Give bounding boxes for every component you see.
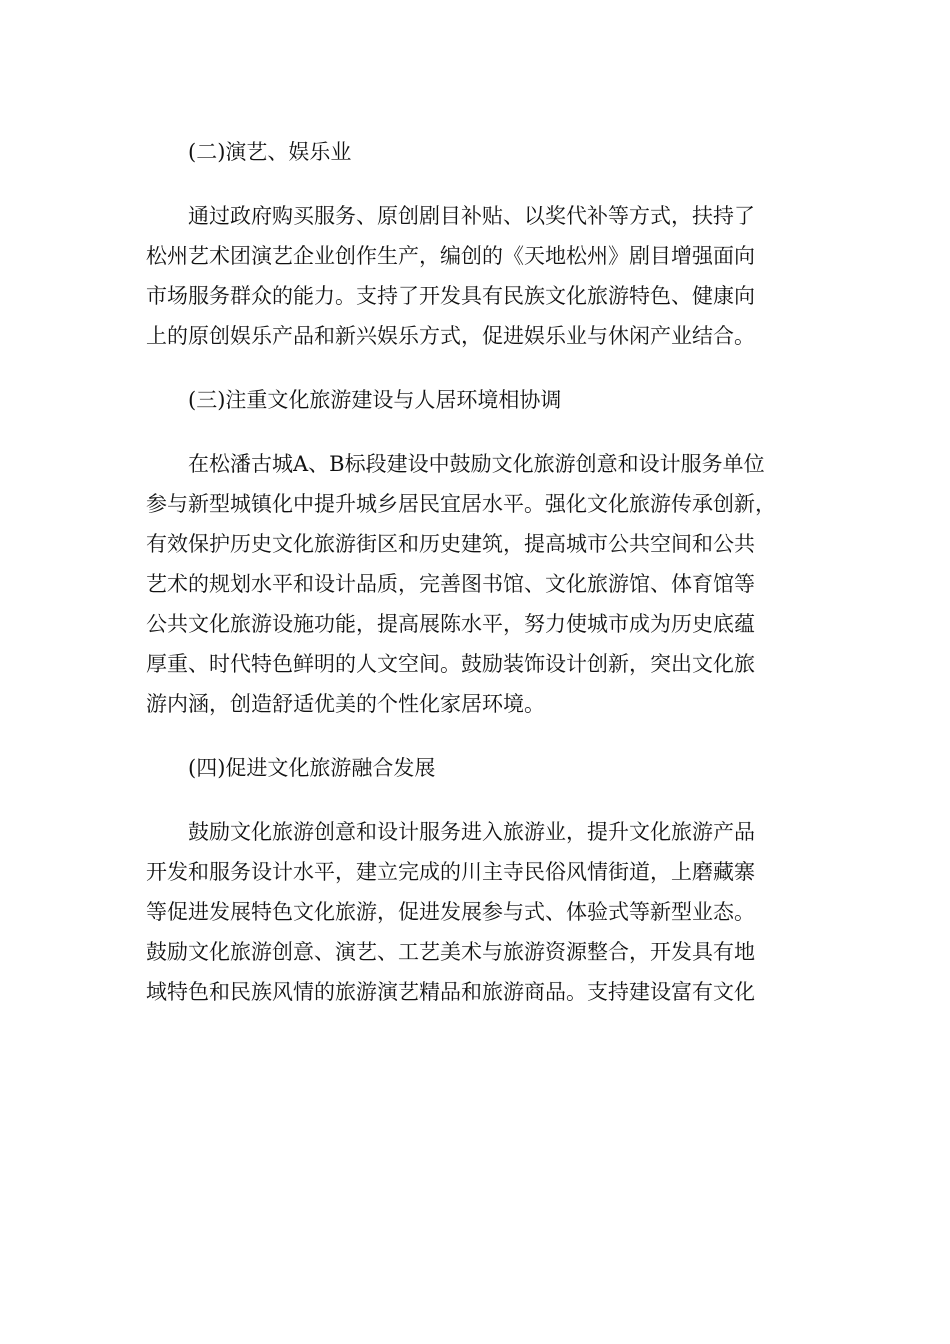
paragraph-line: 鼓励文化旅游创意和设计服务进入旅游业，提升文化旅游产品	[188, 820, 755, 844]
paragraph-line: 等促进发展特色文化旅游，促进发展参与式、体验式等新型业态。	[146, 900, 755, 924]
section-heading: (三)注重文化旅游建设与人居环境相协调	[188, 388, 562, 412]
paragraph-line: 公共文化旅游设施功能，提高展陈水平，努力使城市成为历史底蕴	[146, 612, 755, 636]
paragraph-line: 有效保护历史文化旅游街区和历史建筑，提高城市公共空间和公共	[146, 532, 755, 556]
section-paragraph	[146, 812, 806, 1012]
paragraph-line: 鼓励文化旅游创意、演艺、工艺美术与旅游资源整合，开发具有地	[146, 940, 755, 964]
document-body	[146, 132, 806, 1036]
paragraph-line: 市场服务群众的能力。支持了开发具有民族文化旅游特色、健康向	[146, 284, 755, 308]
section-paragraph	[146, 196, 806, 356]
paragraph-line: 厚重、时代特色鲜明的人文空间。鼓励装饰设计创新，突出文化旅	[146, 652, 755, 676]
paragraph-line: 上的原创娱乐产品和新兴娱乐方式，促进娱乐业与休闲产业结合。	[146, 324, 755, 348]
section-heading: (二)演艺、娱乐业	[188, 140, 352, 164]
paragraph-line: 游内涵，创造舒适优美的个性化家居环境。	[146, 692, 545, 716]
paragraph-line: 通过政府购买服务、原创剧目补贴、以奖代补等方式，扶持了	[188, 204, 755, 228]
section-heading: (四)促进文化旅游融合发展	[188, 756, 436, 780]
paragraph-line: 在松潘古城A、B标段建设中鼓励文化旅游创意和设计服务单位	[188, 452, 765, 476]
section-paragraph	[146, 444, 806, 724]
paragraph-line: 松州艺术团演艺企业创作生产，编创的《天地松州》剧目增强面向	[146, 244, 755, 268]
paragraph-line: 域特色和民族风情的旅游演艺精品和旅游商品。支持建设富有文化	[146, 980, 755, 1004]
paragraph-line: 艺术的规划水平和设计品质，完善图书馆、文化旅游馆、体育馆等	[146, 572, 755, 596]
paragraph-line: 参与新型城镇化中提升城乡居民宜居水平。强化文化旅游传承创新，	[146, 492, 776, 516]
paragraph-line: 开发和服务设计水平，建立完成的川主寺民俗风情街道，上磨藏寨	[146, 860, 755, 884]
